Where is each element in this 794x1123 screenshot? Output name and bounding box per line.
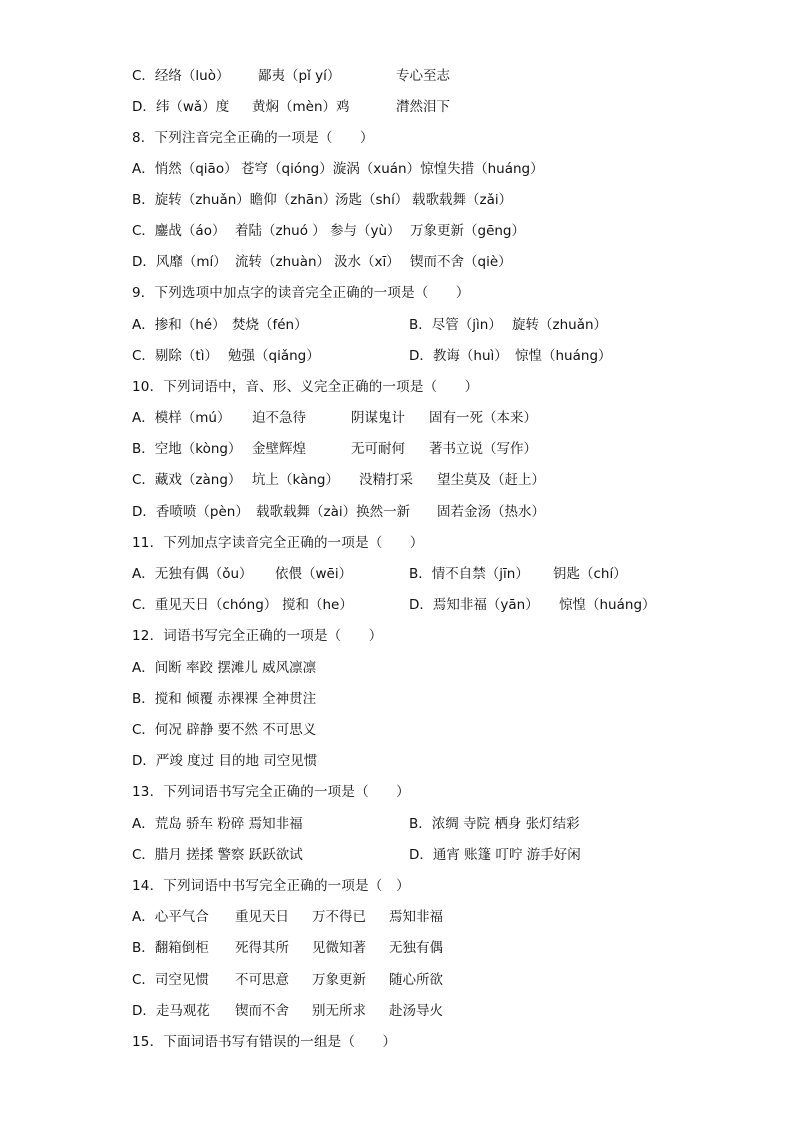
question-text: 12．词语书写完全正确的一项是（ ） — [132, 628, 383, 644]
option-text: C．何况 辟静 要不然 不可思义 — [132, 722, 317, 738]
option-text: 汲水（xī） — [334, 254, 400, 270]
option-text: C．剔除（tì） — [132, 348, 218, 364]
option-text: 载歌载舞（zài）换然一新 — [256, 504, 411, 520]
option-text: 苍穹（qióng）漩涡（xuán）惊惶失措（huáng） — [241, 161, 544, 177]
option-text: 望尘莫及（赶上） — [437, 472, 545, 488]
option-text: 依偎（wēi） — [275, 566, 353, 582]
option-text: 锲而不舍 — [235, 1003, 289, 1019]
option-text: 惊惶（huáng） — [515, 348, 612, 364]
option-text: 万象更新 — [312, 972, 366, 988]
option-text: 钥匙（chí） — [553, 566, 627, 582]
option-text: 锲而不舍（qiè） — [410, 254, 512, 270]
option-text: 万象更新（gēng） — [410, 223, 526, 239]
option-text: 潸然泪下 — [396, 99, 450, 115]
option-text: 赴汤导火 — [389, 1003, 443, 1019]
question-text: 14．下列词语中书写完全正确的一项是（ ） — [132, 878, 410, 894]
option-text: 没精打采 — [359, 472, 413, 488]
option-text: C．经络（luò） — [132, 68, 230, 84]
option-text: D．风靡（mí） — [132, 254, 227, 270]
option-text: B．空地（kòng） — [132, 441, 242, 457]
option-text: 著书立说（写作） — [429, 441, 537, 457]
option-text: 无独有偶 — [389, 940, 443, 956]
option-text: 随心所欲 — [389, 972, 443, 988]
option-text: 流转（zhuàn） — [235, 254, 331, 270]
option-text: A．悄然（qiāo） — [132, 161, 238, 177]
option-text: 参与（yù） — [330, 223, 401, 239]
option-text: D．通宵 账篷 叮咛 游手好闲 — [409, 847, 581, 863]
option-text: D．走马观花 — [132, 1003, 210, 1019]
option-text: A．掺和（hé） — [132, 317, 226, 333]
option-text: 焚烧（fén） — [232, 317, 308, 333]
option-text: A．心平气合 — [132, 909, 209, 925]
option-text: A．模样（mú） — [132, 410, 231, 426]
option-text: 旋转（zhuǎn） — [512, 317, 608, 333]
question-text: 8．下列注音完全正确的一项是（ ） — [132, 130, 374, 146]
option-text: D．严竣 度过 目的地 司空见惯 — [132, 753, 318, 769]
option-text: D．香喷喷（pèn） — [132, 504, 249, 520]
option-text: B．旋转（zhuǎn）瞻仰（zhān） — [132, 192, 337, 208]
option-text: 见微知著 — [312, 940, 366, 956]
option-text: 不可思意 — [235, 972, 289, 988]
option-text: C．司空见惯 — [132, 972, 209, 988]
option-text: 汤匙（shí） — [335, 192, 409, 208]
option-text: A．无独有偶（ǒu） — [132, 566, 253, 582]
option-text: 勉强（qiǎng） — [228, 348, 320, 364]
option-text: 惊惶（huáng） — [559, 597, 656, 613]
option-text: 固若金汤（热水） — [437, 504, 545, 520]
option-text: B．翻箱倒柜 — [132, 940, 209, 956]
option-text: C．鏖战（áo） — [132, 223, 226, 239]
question-text: 9．下列选项中加点字的读音完全正确的一项是（ ） — [132, 285, 470, 301]
question-text: 11．下列加点字读音完全正确的一项是（ ） — [132, 535, 424, 551]
option-text: 金壁辉煌 — [252, 441, 306, 457]
option-text: 万不得已 — [312, 909, 366, 925]
option-text: D．纬（wǎ）度 — [132, 99, 230, 115]
question-text: 15．下面词语书写有错误的一组是（ ） — [132, 1034, 397, 1050]
option-text: 黄焖（mèn）鸡 — [252, 99, 350, 115]
option-text: D．教诲（huì） — [409, 348, 508, 364]
option-text: C．藏戏（zàng） — [132, 472, 242, 488]
option-text: 焉知非福 — [389, 909, 443, 925]
option-text: 迫不急待 — [252, 410, 306, 426]
option-text: D．焉知非福（yān） — [409, 597, 539, 613]
option-text: B．尽管（jìn） — [409, 317, 502, 333]
option-text: 死得其所 — [235, 940, 289, 956]
option-text: B．情不自禁（jīn） — [409, 566, 529, 582]
option-text: 坑上（kàng） — [252, 472, 339, 488]
option-text: A．荒岛 骄车 粉碎 焉知非福 — [132, 816, 303, 832]
option-text: 着陆（zhuó ） — [235, 223, 326, 239]
option-text: A．间断 率跤 摆滩儿 威风凛凛 — [132, 660, 317, 676]
option-text: 别无所求 — [312, 1003, 366, 1019]
question-text: 10．下列词语中，音、形、义完全正确的一项是（ ） — [132, 379, 479, 395]
option-text: 搅和（he） — [282, 597, 353, 613]
option-text: 阴谋鬼计 — [351, 410, 405, 426]
option-text: B．浓绸 寺院 栖身 张灯结彩 — [409, 816, 580, 832]
option-text: 重见天日 — [235, 909, 289, 925]
option-text: 载歌载舞（zǎi） — [412, 192, 513, 208]
option-text: 固有一死（本来） — [429, 410, 537, 426]
question-text: 13．下列词语书写完全正确的一项是（ ） — [132, 784, 410, 800]
option-text: B．搅和 倾覆 赤裸裸 全神贯注 — [132, 691, 317, 707]
option-text: C．腊月 搓揉 警察 跃跃欲试 — [132, 847, 303, 863]
option-text: 专心至志 — [396, 68, 450, 84]
option-text: 无可耐何 — [351, 441, 405, 457]
option-text: 鄙夷（pǐ yí） — [258, 68, 341, 84]
option-text: C．重见天日（chóng） — [132, 597, 278, 613]
